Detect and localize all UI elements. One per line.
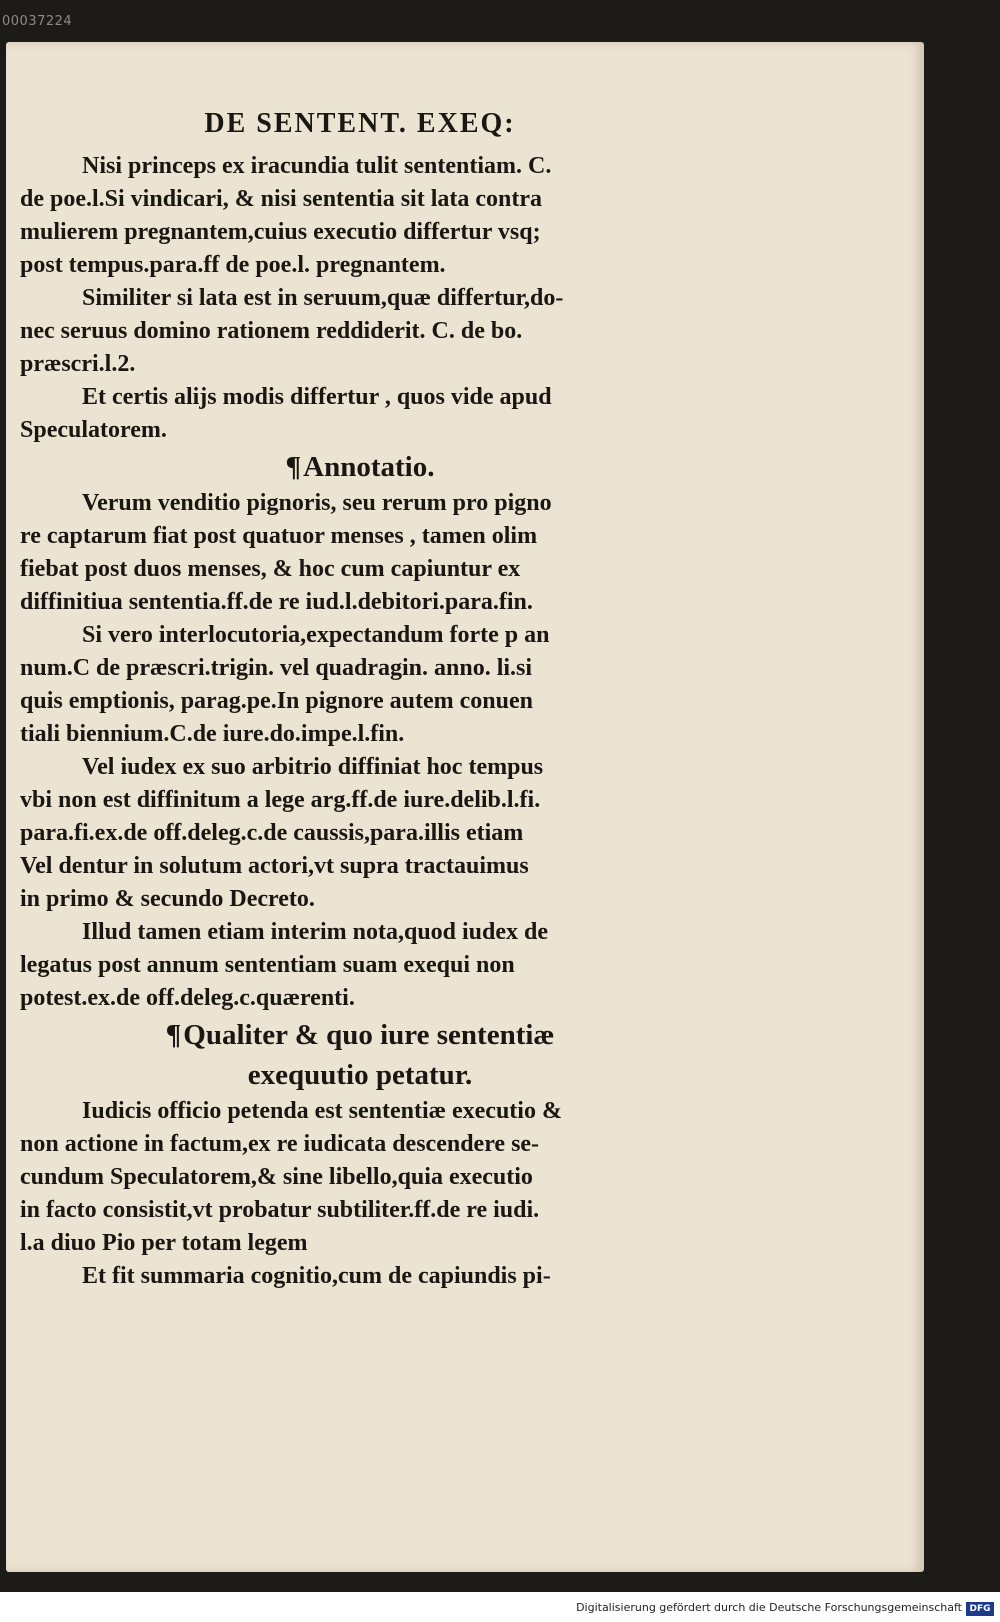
text-line: Similiter si lata est in seruum,quæ differtur,do- [82, 285, 564, 311]
text-line: potest.ex.de off.deleg.c.quærenti. [20, 985, 355, 1011]
pilcrow-icon: ¶ [285, 451, 302, 483]
text-line: non actione in factum,ex re iudicata descendere se- [20, 1131, 540, 1157]
text-line: Iudicis officio petenda est sententiæ executio & [82, 1098, 562, 1124]
text-line: mulierem pregnantem,cuius executio differtur vsq; [20, 219, 541, 245]
text-line: Vel dentur in solutum actori,vt supra tractauimus [20, 853, 529, 879]
section-heading-qualiter [20, 1015, 700, 1055]
section-heading-annotatio [20, 447, 700, 487]
text-line: Nisi princeps ex iracundia tulit sententiam. C. [82, 153, 552, 179]
text-line: Et fit summaria cognitio,cum de capiundis pi- [82, 1263, 551, 1289]
text-block-3 [20, 1095, 700, 1293]
heading-text: Annotatio. [303, 451, 435, 483]
text-line: in primo & secundo Decreto. [20, 886, 315, 912]
footer-bar [0, 1592, 1000, 1622]
text-line: Vel iudex ex suo arbitrio diffiniat hoc tempus [82, 754, 544, 780]
text-line: l.a diuo Pio per totam legem [20, 1230, 308, 1256]
scan-id-label: 00037224 [2, 14, 73, 29]
text-block-1 [20, 150, 700, 447]
text-line: quis emptionis, parag.pe.In pignore autem conuen [20, 688, 533, 714]
text-line: Verum venditio pignoris, seu rerum pro pigno [82, 490, 552, 516]
text-line: post tempus.para.ff de poe.l. pregnantem. [20, 252, 446, 278]
text-line: præscri.l.2. [20, 351, 136, 377]
text-line: nec seruus domino rationem reddiderit. C. de bo. [20, 318, 523, 344]
text-line: Si vero interlocutoria,expectandum forte p an [82, 622, 550, 648]
funding-credit: Digitalisierung gefördert durch die Deutsche Forschungsgemeinschaft [576, 1601, 962, 1614]
text-line: re captarum fiat post quatuor menses , tamen olim [20, 523, 538, 549]
text-line: legatus post annum sententiam suam exequi non [20, 952, 515, 978]
text-line: para.fi.ex.de off.deleg.c.de caussis,para.illis etiam [20, 820, 524, 846]
text-line: diffinitiua sententia.ff.de re iud.l.debitori.para.fin. [20, 589, 533, 615]
running-head: DE SENTENT. EXEQ: [204, 108, 516, 139]
text-line: num.C de præscri.trigin. vel quadragin. anno. li.si [20, 655, 533, 681]
section-heading-qualiter-cont: exequutio petatur. [247, 1059, 473, 1091]
pilcrow-icon: ¶ [165, 1019, 182, 1051]
text-block-2 [20, 487, 700, 1015]
heading-text: Qualiter & quo iure sententiæ [183, 1019, 555, 1051]
text-line: Illud tamen etiam interim nota,quod iudex de [82, 919, 549, 945]
text-line: de poe.l.Si vindicari, & nisi sententia sit lata contra [20, 186, 542, 212]
dfg-logo: DFG [966, 1602, 994, 1616]
text-line: cundum Speculatorem,& sine libello,quia executio [20, 1164, 533, 1190]
text-line: Et certis alijs modis differtur , quos vide apud [82, 384, 552, 410]
text-line: Speculatorem. [20, 417, 167, 443]
text-line: fiebat post duos menses, & hoc cum capiuntur ex [20, 556, 521, 582]
text-line: vbi non est diffinitum a lege arg.ff.de iure.delib.l.fi. [20, 787, 541, 813]
text-line: in facto consistit,vt probatur subtiliter.ff.de re iudi. [20, 1197, 540, 1223]
text-line: tiali biennium.C.de iure.do.impe.l.fin. [20, 721, 405, 747]
page-text [20, 58, 700, 1293]
